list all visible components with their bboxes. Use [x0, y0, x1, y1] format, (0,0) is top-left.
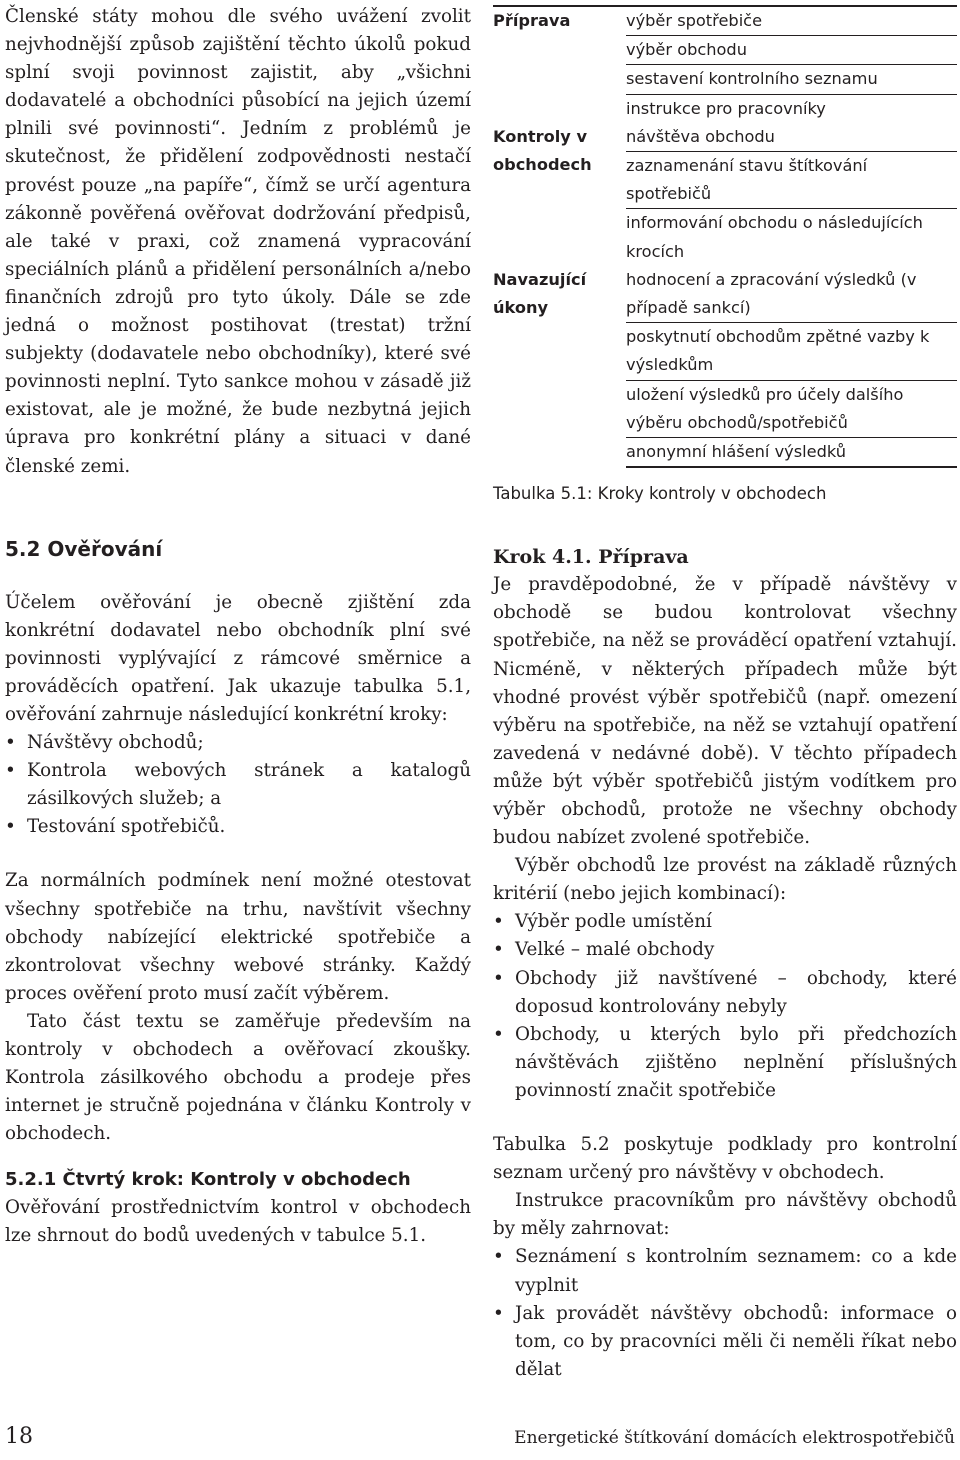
table-cell: instrukce pro pracovníky [626, 98, 826, 118]
list-item: • Velké – malé obchody [493, 936, 957, 964]
section-heading-5-2-1: 5.2.1 Čtvrtý krok: Kontroly v obchodech [5, 1169, 411, 1191]
page-number: 18 [5, 1424, 33, 1449]
paragraph-verification-purpose: Účelem ověřování je obecně zjištění zda konkrétní dodavatel nebo obchodník plní své povinnosti vyplývající z rámcové směrnice a prováděcích opatření. Jak ukazuje tabulka 5.1, ověřování zahrnuje následující konkrétní kroky: [5, 591, 471, 725]
table-cell: zaznamenání stavu štítkování spotřebičů [626, 152, 957, 209]
list-item: • Jak provádět návštěvy obchodů: informace o tom, co by pracovníci měli či neměli říkat nebo dělat [493, 1300, 957, 1384]
table-cell: uložení výsledků pro účely dalšího výběru obchodů/spotřebičů [626, 380, 957, 437]
table-category-follow-up: Navazující úkony [493, 269, 587, 318]
table-cell: návštěva obchodu [626, 123, 957, 152]
list-item: • Návštěvy obchodů; [5, 729, 471, 757]
list-item: • Kontrola webových stránek a katalogů zásilkových služeb; a [5, 757, 471, 813]
table-category-store-checks: Kontroly v obchodech [493, 126, 592, 175]
paragraph-normal-conditions: Za normálních podmínek není možné otestovat všechny spotřebiče na trhu, navštívit všechny obchody nabízející elektrické spotřebiče a zkontrolovat všechny webové stránky. Každý proces ověření proto musí začít výběrem. [5, 870, 471, 1004]
paragraph-store-checks-summary: Ověřování prostřednictvím kontrol v obchodech lze shrnout do bodů uvedených v tabulce 5.1. [5, 1197, 471, 1247]
list-item: • Obchody, u kterých bylo při předchozích návštěvách zjištěno neplnění příslušných povinností značit spotřebiče [493, 1021, 957, 1105]
paragraph-store-selection: Výběr obchodů lze provést na základě různých kritérií (nebo jejich kombinací): [493, 855, 957, 905]
table-cell: anonymní hlášení výsledků [626, 438, 957, 468]
instructions-list [493, 1243, 957, 1383]
table-row [493, 6, 957, 36]
running-title: Energetické štítkování domácích elektrospotřebičů [514, 1428, 955, 1448]
table-cell: výběr spotřebiče [626, 6, 957, 36]
table-cell: hodnocení a zpracování výsledků (v případě sankcí) [626, 266, 957, 323]
steps-table [493, 5, 957, 468]
table-category-preparation: Příprava [493, 6, 626, 123]
table-cell: informování obchodu o následujících krocích [626, 213, 923, 261]
verification-steps-list [5, 729, 471, 841]
list-item: • Výběr podle umístění [493, 908, 957, 936]
list-item: • Testování spotřebičů. [5, 813, 471, 841]
section-heading-5-2: 5.2 Ověřování [5, 536, 163, 561]
paragraph-appliance-selection: Je pravděpodobné, že v případě návštěvy v obchodě se budou kontrolovat všechny spotřebiče, na něž se prováděcí opatření vztahují. Nicméně, v některých případech může být vhodné provést výběr spotřebičů (např. omezení výběru na spotřebiče, na něž se vztahují opatření zavedená v nedávné době). V těchto případech může být výběr spotřebičů jistým vodítkem pro výběr obchodů, protože ne všechny obchody budou nabízet zvolené spotřebiče. [493, 574, 957, 849]
table-cell: sestavení kontrolního seznamu [626, 65, 957, 94]
table-row [493, 123, 957, 152]
paragraph-table-5-2: Tabulka 5.2 poskytuje podklady pro kontrolní seznam určený pro návštěvy v obchodech. [493, 1134, 957, 1184]
step-heading-krok-4-1: Krok 4.1. Příprava [493, 546, 689, 569]
table-row [493, 266, 957, 323]
table-caption: Tabulka 5.1: Kroky kontroly v obchodech [493, 484, 827, 504]
paragraph-staff-instructions: Instrukce pracovníkům pro návštěvy obchodů by měly zahrnovat: [493, 1190, 957, 1240]
paragraph-member-states: Členské státy mohou dle svého uvážení zvolit nejvhodnější způsob zajištění těchto úkolů pokud splní svoji povinnost zajistit, aby „všichni dodavatelé a obchodníci působící na jejich území plnili své povinnosti“. Jedním z problémů je skutečnost, že přidělení zodpovědnosti nestačí provést pouze „na papíře“, čímž se určí agentura zákonně pověřená ověřovat dodržování předpisů, ale také v praxi, což znamená vypracování speciálních plánů a přidělení personálních a/nebo finančních zdrojů pro tyto úkoly. Dále se zde jedná o možnost postihovat (trestat) tržní subjekty (dodavatele nebo obchodníky), které své povinnosti neplní. Tyto sankce mohou v zásadě již existovat, ale je možné, že bude nezbytná jejich úprava pro konkrétní plány a situaci v dané členské zemi. [5, 6, 471, 477]
list-item: • Seznámení s kontrolním seznamem: co a kde vyplnit [493, 1243, 957, 1299]
table-cell: poskytnutí obchodům zpětné vazby k výsledkům [626, 323, 957, 380]
table-cell: výběr obchodu [626, 36, 957, 65]
store-criteria-list [493, 908, 957, 1105]
list-item: • Obchody již navštívené – obchody, které doposud kontrolovány nebyly [493, 965, 957, 1021]
right-column [493, 0, 957, 1384]
left-column [5, 0, 471, 1251]
paragraph-section-focus: Tato část textu se zaměřuje především na kontroly v obchodech a ověřovací zkoušky. Kontrola zásilkového obchodu a prodeje přes internet je stručně pojednána v článku Kontroly v obchodech. [5, 1010, 471, 1145]
